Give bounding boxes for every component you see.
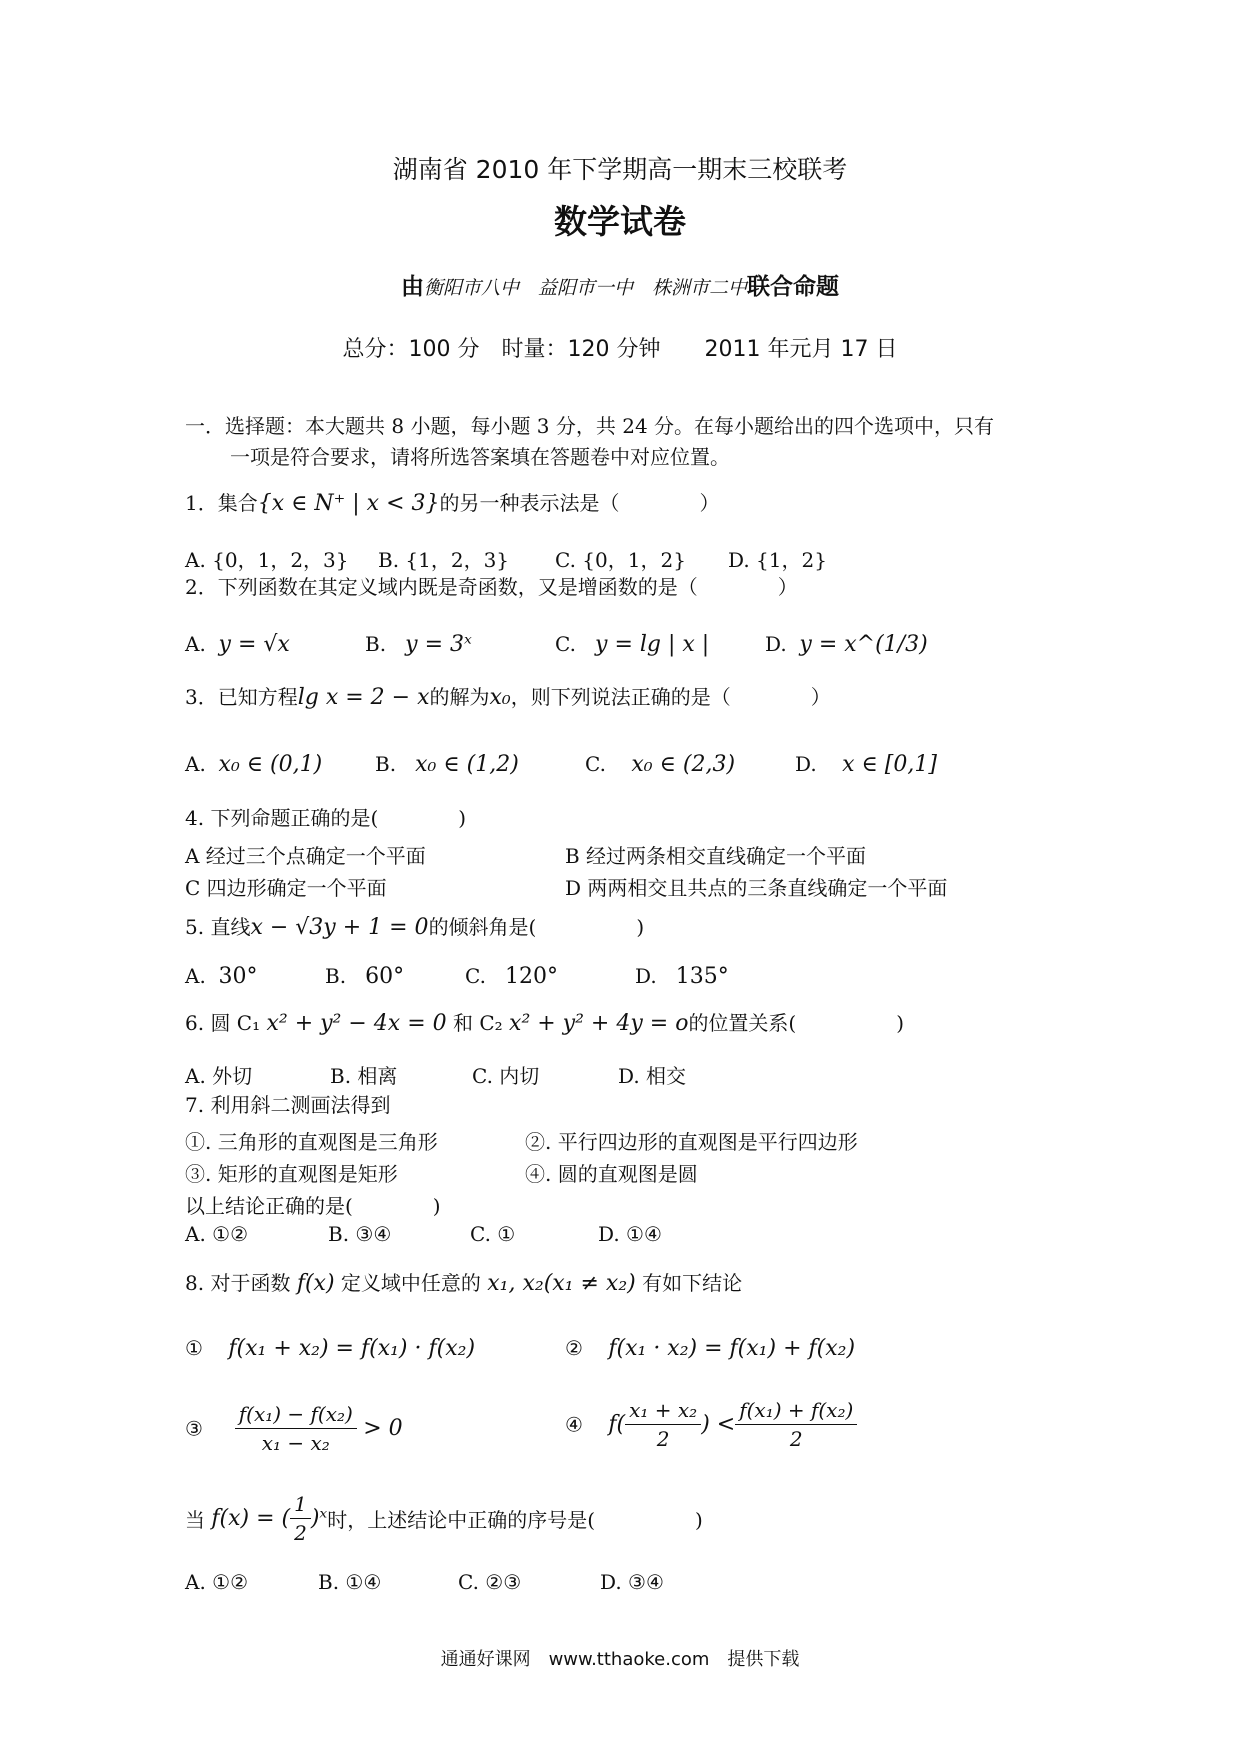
q8-c3-fraction [235, 1402, 357, 1455]
q8-conclusion-4 [565, 1398, 857, 1451]
q7-option-b: B. ③④ [328, 1222, 392, 1246]
q5-option-c-value: 120° [505, 964, 559, 989]
q8-c3-label: ③ [185, 1416, 203, 1441]
q8-when-post: 时，上述结论中正确的序号是( ) [327, 1508, 703, 1532]
q8-c4-denominator-1: 2 [656, 1427, 670, 1451]
q2-option-c [555, 632, 709, 657]
q2-option-d-math: y = x^(1/3) [799, 632, 928, 657]
q5-option-a [185, 964, 258, 989]
q2-option-b-label: B. [365, 632, 387, 656]
q3-solution-symbol: x₀ [489, 685, 511, 710]
q8-conclusion-3 [185, 1402, 403, 1455]
q6-circle1: x² + y² − 4x = 0 [266, 1011, 447, 1036]
exam-meta: 总分：100 分 时量：120 分钟 2011 年元月 17 日 [342, 337, 898, 362]
q5-equation: x − √3y + 1 = 0 [250, 915, 429, 940]
q5-option-a-label: A. [185, 964, 206, 988]
q8-c1-formula: f(x₁ + x₂) = f(x₁) · f(x₂) [228, 1336, 476, 1361]
q8-stem-mid: 定义域中任意的 [340, 1271, 481, 1295]
authors-line [0, 268, 1240, 301]
q5-option-c [465, 964, 558, 989]
q5-option-d [635, 964, 729, 989]
q3-stem-mid: 的解为 [429, 685, 490, 709]
q3-stem-post: ，则下列说法正确的是（ ） [510, 685, 831, 709]
q8-c4-denominator-2: 2 [789, 1427, 803, 1451]
q8-when-numerator: 1 [290, 1492, 311, 1519]
q7-option-c: C. ① [470, 1222, 516, 1246]
q8-c2-formula: f(x₁ · x₂) = f(x₁) + f(x₂) [608, 1336, 856, 1361]
q3-option-d-label: D. [795, 752, 817, 776]
q2-option-a [185, 632, 290, 657]
q8-option-b: B. ①④ [318, 1570, 382, 1594]
q7-option-a: A. ①② [185, 1222, 249, 1246]
question-6 [185, 1012, 904, 1036]
q5-option-d-label: D. [635, 964, 657, 988]
q8-when-func: f(x) = ( [211, 1506, 291, 1531]
q2-option-c-label: C. [555, 632, 576, 656]
q3-option-c-math: x₀ ∈ (2,3) [631, 752, 736, 777]
q6-option-a: A. 外切 [185, 1064, 253, 1088]
section-heading-line2: 一项是符合要求，请将所选答案填在答题卷中对应位置。 [230, 445, 730, 469]
q7-item-3: ③. 矩形的直观图是矩形 [185, 1162, 398, 1186]
q7-item-1: ①. 三角形的直观图是三角形 [185, 1130, 438, 1154]
q3-option-d-math: x ∈ [0,1] [842, 752, 937, 777]
q3-option-a-label: A. [185, 752, 206, 776]
q2-option-d-label: D. [765, 632, 787, 656]
question-8 [185, 1272, 742, 1296]
q8-stem-pre: 8. 对于函数 [185, 1271, 291, 1295]
q8-c4-mid: ) < [701, 1412, 736, 1437]
q7-conclusion: 以上结论正确的是( ) [185, 1194, 441, 1218]
q1-set: {x ∈ N⁺ | x < 3} [257, 491, 440, 516]
q1-option-b: B. {1，2，3} [378, 548, 510, 572]
q8-c4-label: ④ [565, 1412, 583, 1437]
q2-option-a-label: A. [185, 632, 206, 656]
q2-option-c-math: y = lg | x | [595, 632, 710, 657]
q5-option-c-label: C. [465, 964, 486, 988]
q8-conclusion-2 [565, 1336, 855, 1361]
q8-c3-denominator: x₁ − x₂ [261, 1431, 330, 1455]
q3-option-c [585, 752, 735, 777]
q3-option-c-label: C. [585, 752, 606, 776]
q2-option-b [365, 632, 472, 657]
q8-when-fraction [290, 1492, 311, 1545]
q8-c4-pre: f( [608, 1412, 626, 1437]
q4-option-b: B 经过两条相交直线确定一个平面 [565, 844, 867, 868]
q4-option-a: A 经过三个点确定一个平面 [185, 844, 426, 868]
q8-c3-inequality: > 0 [363, 1416, 403, 1441]
q3-stem-pre: 3．已知方程 [185, 685, 298, 709]
q3-option-a-math: x₀ ∈ (0,1) [218, 752, 323, 777]
q6-stem-post: 的位置关系( ) [688, 1011, 905, 1035]
section-heading-line1: 一．选择题：本大题共 8 小题，每小题 3 分，共 24 分。在每小题给出的四个选项中，只有 [185, 414, 995, 438]
q2-option-d [765, 632, 928, 657]
q8-c3-numerator: f(x₁) − f(x₂) [235, 1402, 357, 1429]
q1-stem-pre: 1．集合 [185, 491, 258, 515]
q1-stem-post: 的另一种表示法是（ ） [439, 491, 720, 515]
q8-stem-post: 有如下结论 [642, 1271, 743, 1295]
q8-option-a: A. ①② [185, 1570, 249, 1594]
q8-variables: x₁, x₂(x₁ ≠ x₂) [487, 1271, 636, 1296]
q5-option-d-value: 135° [675, 964, 729, 989]
q6-option-d: D. 相交 [618, 1064, 687, 1088]
q8-conclusion-1 [185, 1336, 475, 1361]
q6-stem-pre: 6. 圆 C₁ [185, 1011, 261, 1035]
q3-option-d [795, 752, 937, 777]
q6-circle2: x² + y² + 4y = o [509, 1011, 689, 1036]
schools: 衡阳市八中 益阳市一中 株洲市二中 [423, 277, 747, 299]
question-5 [185, 916, 644, 940]
q8-when-exponent: )ˣ [310, 1506, 328, 1531]
q5-stem-post: 的倾斜角是( ) [428, 915, 645, 939]
authors-suffix: 联合命题 [747, 274, 839, 300]
q8-c4-fraction-2 [735, 1398, 857, 1451]
q8-c4-numerator-2: f(x₁) + f(x₂) [735, 1398, 857, 1425]
q4-option-d: D 两两相交且共点的三条直线确定一个平面 [565, 876, 948, 900]
q1-option-a: A. {0，1，2，3} [185, 548, 349, 572]
q5-option-b-label: B. [325, 964, 347, 988]
q3-option-b [375, 752, 519, 777]
q7-option-d: D. ①④ [598, 1222, 662, 1246]
q8-c4-numerator-1: x₁ + x₂ [625, 1398, 701, 1425]
q4-option-c: C 四边形确定一个平面 [185, 876, 387, 900]
exam-title: 数学试卷 [554, 202, 686, 241]
q8-when-pre: 当 [185, 1508, 205, 1532]
question-7: 7. 利用斜二测画法得到 [185, 1093, 391, 1117]
q1-option-d: D. {1，2} [728, 548, 827, 572]
question-2: 2．下列函数在其定义域内既是奇函数，又是增函数的是（ ） [185, 575, 798, 599]
q8-option-c: C. ②③ [458, 1570, 522, 1594]
q2-option-a-math: y = √x [218, 632, 290, 657]
authors-prefix: 由 [400, 274, 424, 300]
q8-option-d: D. ③④ [600, 1570, 664, 1594]
q8-when-denominator: 2 [294, 1521, 307, 1545]
q3-option-b-label: B. [375, 752, 397, 776]
question-4: 4. 下列命题正确的是( ) [185, 806, 467, 830]
footer-credit: 通通好课网 www.tthaoke.com 提供下载 [440, 1649, 800, 1670]
q8-c2-label: ② [565, 1336, 583, 1360]
q8-when-line [185, 1492, 703, 1545]
q5-option-a-value: 30° [218, 964, 258, 989]
q8-c4-fraction-1 [625, 1398, 701, 1451]
q6-option-c: C. 内切 [472, 1064, 540, 1088]
q5-option-b-value: 60° [365, 964, 405, 989]
q5-option-b [325, 964, 404, 989]
q3-option-a [185, 752, 322, 777]
q7-item-2: ②. 平行四边形的直观图是平行四边形 [525, 1130, 858, 1154]
question-1 [185, 492, 720, 516]
q6-option-b: B. 相离 [330, 1064, 398, 1088]
q6-stem-mid: 和 C₂ [452, 1011, 503, 1035]
question-3 [185, 686, 831, 710]
q8-c1-label: ① [185, 1336, 203, 1360]
q8-function: f(x) [296, 1271, 335, 1296]
q5-stem-pre: 5. 直线 [185, 915, 251, 939]
q1-option-c: C. {0，1，2} [555, 548, 686, 572]
q2-option-b-math: y = 3ˣ [405, 632, 472, 657]
q7-item-4: ④. 圆的直观图是圆 [525, 1162, 698, 1186]
q3-option-b-math: x₀ ∈ (1,2) [415, 752, 519, 777]
q3-equation: lg x = 2 − x [297, 685, 430, 710]
exam-subtitle: 湖南省 2010 年下学期高一期末三校联考 [392, 155, 848, 184]
